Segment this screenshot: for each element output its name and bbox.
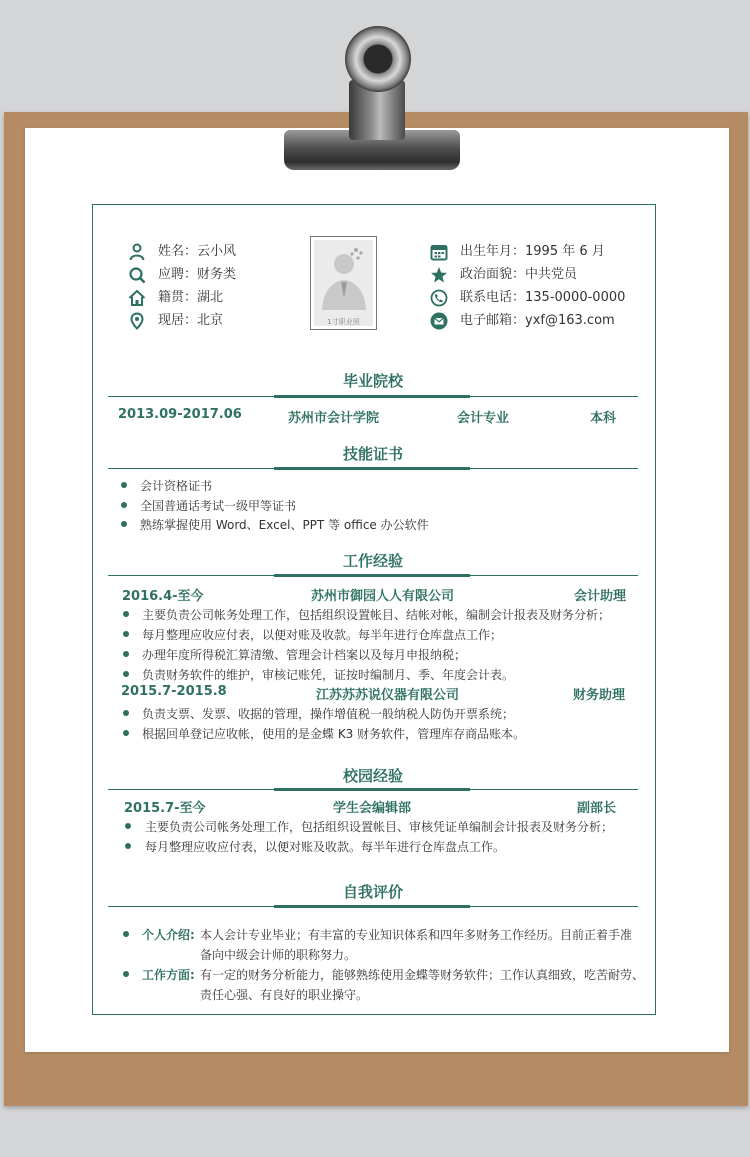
bullet-dot (123, 971, 129, 977)
binder-clip-ring (345, 26, 411, 92)
name-label: 姓名： (158, 244, 198, 259)
phone-label: 联系电话： (460, 290, 526, 305)
self-work-line: 有一定的财务分析能力，能够熟练使用金蝶等财务软件；工作认真细致，吃苦耐劳、 (200, 968, 645, 982)
bullet-dot (123, 931, 129, 937)
location-pin-icon (128, 312, 146, 330)
calendar-icon (430, 243, 448, 261)
email-label: 电子邮箱： (460, 313, 526, 328)
campus-period: 2015.7-至今 (124, 801, 206, 816)
campus-duty: 每月整理应收应付表，以便对账及收款。每半年进行仓库盘点工作。 (145, 840, 506, 854)
bullet-dot (125, 843, 131, 849)
search-icon (128, 266, 146, 284)
job-duty: 每月整理应收应付表，以便对账及收款。每半年进行仓库盘点工作； (142, 628, 503, 642)
self-intro-line: 备向中级会计师的职称努力。 (200, 948, 357, 962)
job-duty: 根据回单登记应收帐，使用的是金蝶 K3 财务软件，管理库存商品账本。 (142, 727, 526, 741)
self-intro-line: 本人会计专业毕业；有丰富的专业知识体系和四年多财务工作经历。目前正着手准 (200, 928, 633, 942)
campus-title: 校园经验 (342, 767, 403, 785)
skill-item: 会计资格证书 (140, 479, 213, 493)
bullet-dot (123, 631, 129, 637)
bullet-dot (121, 482, 127, 488)
skills-underline (274, 467, 470, 470)
photo-placeholder (314, 240, 373, 326)
work-title: 工作经验 (342, 552, 403, 570)
bullet-dot (123, 611, 129, 617)
bullet-dot (123, 710, 129, 716)
self-work-label: 工作方面: (142, 968, 195, 982)
job-duty: 办理年度所得税汇算清缴、管理会计档案以及每月申报纳税； (142, 648, 467, 662)
user-icon (128, 243, 146, 261)
profile-photo (310, 236, 377, 330)
birth-label: 出生年月： (460, 244, 526, 259)
education-major: 会计专业 (457, 411, 510, 426)
person-silhouette-icon (314, 240, 373, 310)
politics-label: 政治面貌： (460, 267, 526, 282)
education-school: 苏州市会计学院 (288, 411, 380, 426)
job-position: 财务助理 (573, 688, 626, 703)
job-company: 苏州市御园人人有限公司 (311, 589, 455, 604)
birth-value: 1995 年 6 月 (525, 244, 605, 259)
bullet-dot (123, 730, 129, 736)
bullet-dot (121, 502, 127, 508)
current-value: 北京 (197, 313, 224, 328)
education-degree: 本科 (590, 411, 617, 426)
apply-value: 财务类 (197, 267, 237, 282)
campus-duty: 主要负责公司帐务处理工作，包括组织设置帐目、审核凭证单编制会计报表及财务分析； (145, 820, 614, 834)
campus-org: 学生会编辑部 (333, 801, 412, 816)
self-work-line: 责任心强、有良好的职业操守。 (200, 988, 369, 1002)
apply-label: 应聘： (158, 267, 198, 282)
star-icon (430, 266, 448, 284)
bullet-dot (123, 671, 129, 677)
job-duty: 负责财务软件的维护，审核记账凭，证按时编制月、季、年度会计表。 (142, 668, 515, 682)
native-label: 籍贯： (158, 290, 198, 305)
bullet-dot (121, 521, 127, 527)
name-value: 云小风 (197, 244, 237, 259)
email-icon (430, 312, 448, 330)
skill-item: 全国普通话考试一级甲等证书 (140, 499, 297, 513)
home-icon (128, 289, 146, 307)
email-value: yxf@163.com (525, 313, 615, 328)
campus-position: 副部长 (577, 801, 617, 816)
job-period: 2015.7-2015.8 (121, 684, 227, 699)
job-position: 会计助理 (574, 589, 627, 604)
work-underline (274, 574, 470, 577)
job-duty: 主要负责公司帐务处理工作，包括组织设置帐目、结帐对帐，编制会计报表及财务分析； (142, 608, 611, 622)
education-underline (274, 395, 470, 398)
job-period: 2016.4-至今 (122, 589, 204, 604)
current-label: 现居： (158, 313, 198, 328)
phone-icon (430, 289, 448, 307)
self-intro-label: 个人介绍: (142, 928, 195, 942)
self-underline (274, 905, 470, 908)
job-duty: 负责支票、发票、收据的管理，操作增值税一般纳税人防伪开票系统； (142, 707, 515, 721)
self-title: 自我评价 (342, 883, 403, 901)
education-period: 2013.09-2017.06 (118, 407, 242, 422)
phone-value: 135-0000-0000 (525, 290, 626, 305)
native-value: 湖北 (197, 290, 224, 305)
campus-underline (274, 788, 470, 791)
skill-item: 熟练掌握使用 Word、Excel、PPT 等 office 办公软件 (140, 518, 429, 532)
education-title: 毕业院校 (342, 372, 403, 390)
photo-caption: 1寸职业照 (327, 318, 360, 326)
politics-value: 中共党员 (525, 267, 578, 282)
bullet-dot (123, 651, 129, 657)
skills-title: 技能证书 (342, 445, 403, 463)
bullet-dot (125, 823, 131, 829)
job-company: 江苏苏苏说仪器有限公司 (316, 688, 460, 703)
